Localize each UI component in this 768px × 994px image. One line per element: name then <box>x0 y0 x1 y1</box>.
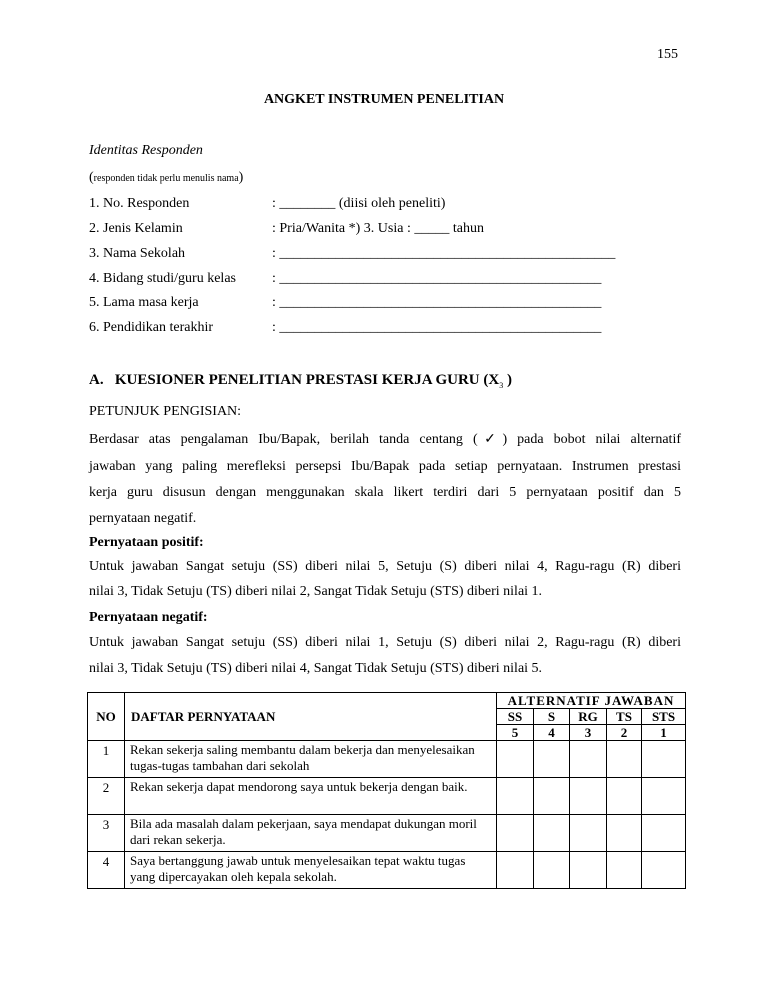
col-no-header: NO <box>88 693 125 741</box>
answer-cell-ts[interactable] <box>607 778 642 815</box>
answer-cell-s[interactable] <box>534 815 570 852</box>
instructions-line: kerja guru disusun dengan menggunakan skala likert terdiri dari 5 pernyataan positif dan 5 <box>89 485 681 500</box>
row-statement: Rekan sekerja saling membantu dalam bekerja dan menyelesaikan tugas-tugas tambahan dari sekolah <box>125 741 497 778</box>
identity-note <box>89 170 243 186</box>
option-rg: RG <box>570 709 607 725</box>
answer-cell-rg[interactable] <box>570 852 607 889</box>
answer-cell-rg[interactable] <box>570 778 607 815</box>
score-rg: 3 <box>570 725 607 741</box>
identity-label: 5. Lama masa kerja <box>89 295 199 310</box>
table-row <box>88 852 686 889</box>
row-number: 1 <box>88 741 125 778</box>
answer-cell-rg[interactable] <box>570 815 607 852</box>
identity-label: 4. Bidang studi/guru kelas <box>89 271 236 286</box>
option-sts: STS <box>642 709 686 725</box>
note-close-paren: ) <box>238 170 244 185</box>
row-statement: Rekan sekerja dapat mendorong saya untuk bekerja dengan baik. <box>125 778 497 815</box>
option-ss: SS <box>497 709 534 725</box>
identity-value[interactable]: : ______________________________________________ <box>272 320 602 335</box>
table-header-row <box>88 693 686 709</box>
section-a-suffix: ) <box>503 372 512 388</box>
row-number: 3 <box>88 815 125 852</box>
score-ss: 5 <box>497 725 534 741</box>
identity-value[interactable]: : ______________________________________________ <box>272 271 602 286</box>
identity-value[interactable]: : ________ (diisi oleh peneliti) <box>272 196 446 211</box>
option-ts: TS <box>607 709 642 725</box>
section-a-subscript: 3 <box>499 381 504 390</box>
row-number: 4 <box>88 852 125 889</box>
note-text: responden tidak perlu menulis nama <box>93 173 239 184</box>
answer-cell-sts[interactable] <box>642 815 686 852</box>
answer-cell-rg[interactable] <box>570 741 607 778</box>
identity-label: 3. Nama Sekolah <box>89 246 186 261</box>
row-statement: Bila ada masalah dalam pekerjaan, saya mendapat dukungan moril dari rekan sekerja. <box>125 815 497 852</box>
identity-value[interactable]: : ______________________________________________ <box>272 295 602 310</box>
answer-cell-s[interactable] <box>534 852 570 889</box>
answer-cell-sts[interactable] <box>642 778 686 815</box>
negative-heading: Pernyataan negatif: <box>89 610 208 625</box>
answer-cell-s[interactable] <box>534 741 570 778</box>
identity-value[interactable]: : Pria/Wanita *) 3. Usia : _____ tahun <box>272 221 484 236</box>
positive-heading: Pernyataan positif: <box>89 535 204 550</box>
page-number: 155 <box>657 47 678 62</box>
answer-cell-sts[interactable] <box>642 852 686 889</box>
table-row <box>88 815 686 852</box>
instructions-line: jawaban yang paling merefleksi persepsi Ibu/Bapak pada setiap pernyataan. Instrumen prestasi <box>89 459 681 474</box>
score-s: 4 <box>534 725 570 741</box>
option-s: S <box>534 709 570 725</box>
answer-cell-ts[interactable] <box>607 852 642 889</box>
identity-value[interactable]: : ________________________________________________ <box>272 246 616 261</box>
answer-cell-ts[interactable] <box>607 815 642 852</box>
col-statement-header: DAFTAR PERNYATAAN <box>125 693 497 741</box>
instructions-line: pernyataan negatif. <box>89 511 197 526</box>
section-a-title: KUESIONER PENELITIAN PRESTASI KERJA GURU (X <box>114 372 500 388</box>
identity-heading: Identitas Responden <box>89 143 203 158</box>
note-open-paren: ( <box>89 170 94 185</box>
answer-cell-ss[interactable] <box>497 741 534 778</box>
score-sts: 1 <box>642 725 686 741</box>
row-number: 2 <box>88 778 125 815</box>
alt-answer-header: ALTERNATIF JAWABAN <box>497 693 686 709</box>
identity-label: 2. Jenis Kelamin <box>89 221 183 236</box>
positive-text: Untuk jawaban Sangat setuju (SS) diberi nilai 5, Setuju (S) diberi nilai 4, Ragu-ragu (R) diberi <box>89 559 681 574</box>
answer-cell-sts[interactable] <box>642 741 686 778</box>
answer-cell-ss[interactable] <box>497 852 534 889</box>
answer-cell-ss[interactable] <box>497 815 534 852</box>
identity-label: 6. Pendidikan terakhir <box>89 320 214 335</box>
identity-label: 1. No. Responden <box>89 196 190 211</box>
answer-cell-s[interactable] <box>534 778 570 815</box>
table-row <box>88 778 686 815</box>
answer-cell-ss[interactable] <box>497 778 534 815</box>
answer-cell-ts[interactable] <box>607 741 642 778</box>
table-row <box>88 741 686 778</box>
negative-text: Untuk jawaban Sangat setuju (SS) diberi nilai 1, Setuju (S) diberi nilai 2, Ragu-ragu (R) diberi <box>89 635 681 650</box>
section-a-heading <box>89 372 512 390</box>
instructions-line: Berdasar atas pengalaman Ibu/Bapak, berilah tanda centang (✓) pada bobot nilai alternatif <box>89 432 681 447</box>
section-a-prefix: A. <box>89 372 115 388</box>
page-title: ANGKET INSTRUMEN PENELITIAN <box>263 92 505 107</box>
score-ts: 2 <box>607 725 642 741</box>
row-statement: Saya bertanggung jawab untuk menyelesaikan tepat waktu tugas yang dipercayakan oleh kepala sekolah. <box>125 852 497 889</box>
questionnaire-table <box>87 692 686 889</box>
positive-text: nilai 3, Tidak Setuju (TS) diberi nilai 2, Sangat Tidak Setuju (STS) diberi nilai 1. <box>89 584 543 599</box>
instructions-heading: PETUNJUK PENGISIAN: <box>89 404 242 419</box>
negative-text: nilai 3, Tidak Setuju (TS) diberi nilai 4, Sangat Tidak Setuju (STS) diberi nilai 5. <box>89 661 543 676</box>
